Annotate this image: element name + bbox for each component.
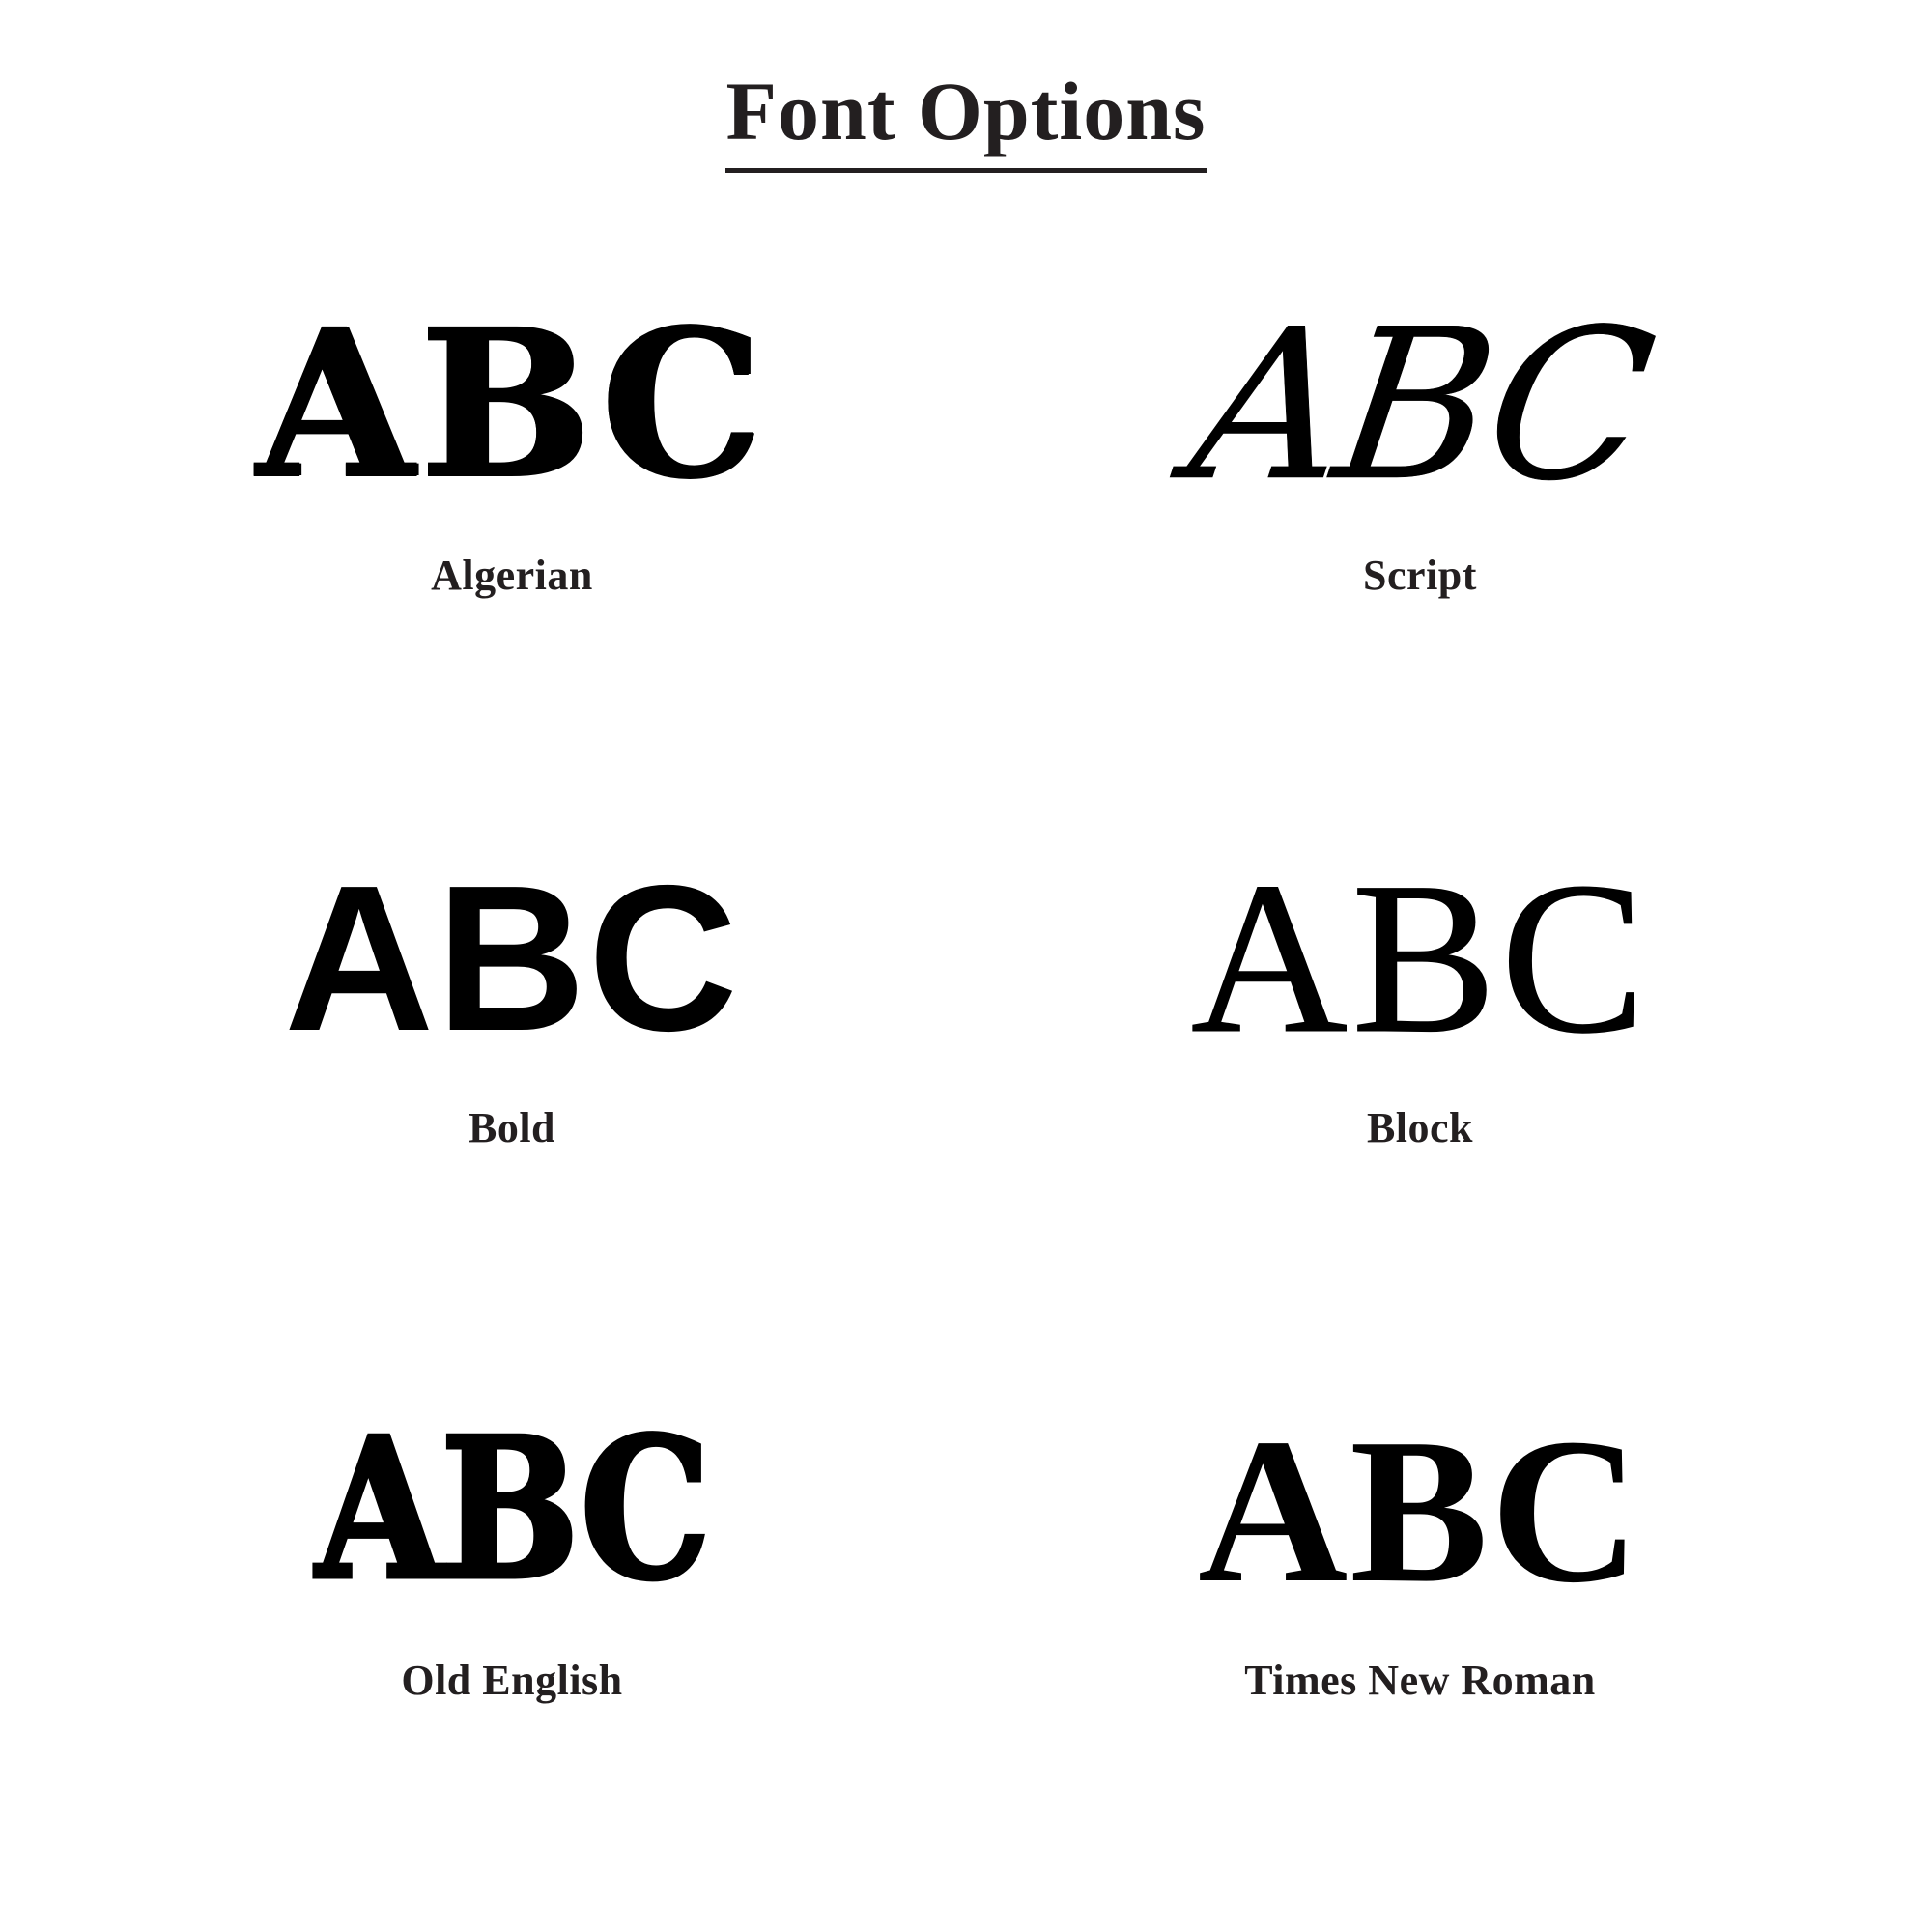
font-label-old-english: Old English [401,1657,623,1705]
font-option-times-new-roman[interactable] [976,1370,1864,1893]
font-option-old-english[interactable] [68,1370,956,1893]
font-label-bold: Bold [468,1104,556,1152]
font-options-grid [68,265,1864,1893]
font-sample-block: ABC [1190,836,1650,1078]
font-sample-old-english: ABC [315,1396,709,1624]
font-option-algerian[interactable] [68,265,956,788]
font-sample-times-new-roman: ABC [1198,1394,1642,1626]
page-title: Font Options [725,68,1206,173]
font-option-bold[interactable] [68,817,956,1341]
font-option-script[interactable] [976,265,1864,788]
font-label-times-new-roman: Times New Roman [1244,1657,1596,1705]
font-label-block: Block [1366,1104,1474,1152]
font-label-algerian: Algerian [431,552,593,600]
font-sample-algerian: ABC [256,285,768,525]
font-sample-script: ABC [1179,283,1662,526]
font-label-script: Script [1363,552,1477,600]
font-option-block[interactable] [976,817,1864,1341]
font-sample-bold: ABC [284,840,740,1074]
